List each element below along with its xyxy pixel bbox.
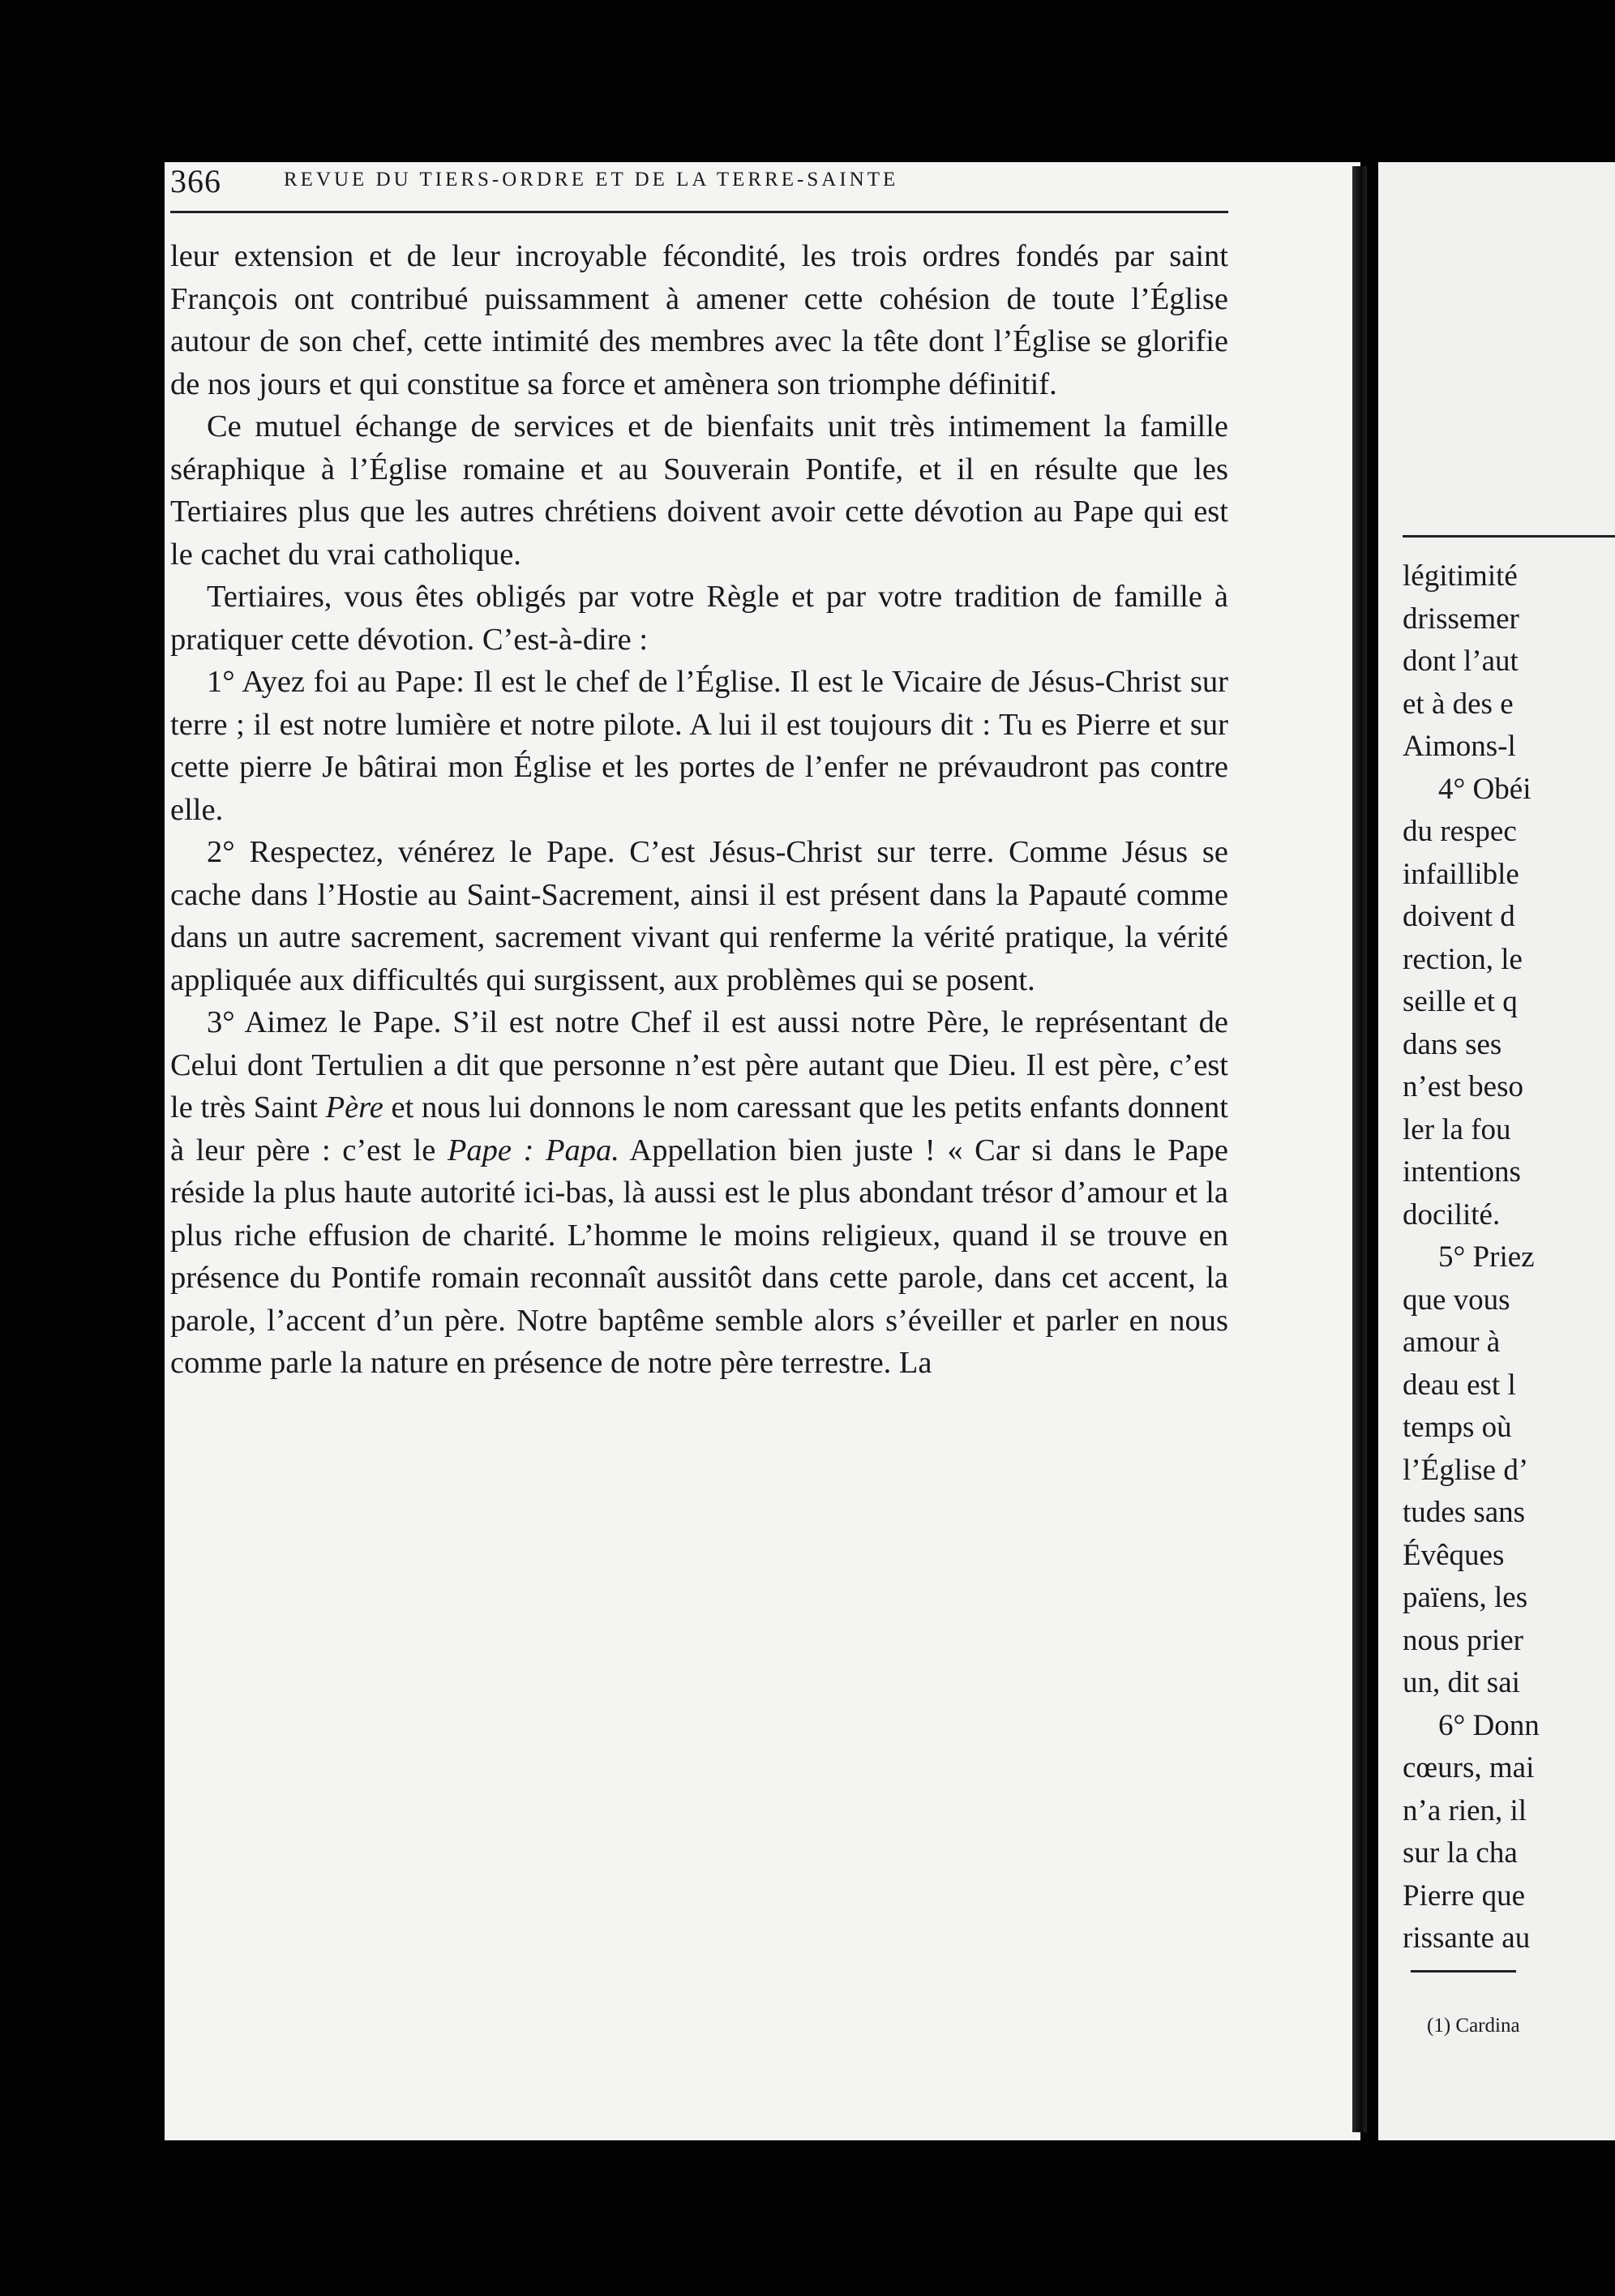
right-page-line: docilité. — [1403, 1197, 1501, 1232]
right-page-line: n’a rien, il — [1403, 1793, 1527, 1827]
right-page-line: 6° Donn — [1438, 1708, 1540, 1742]
paragraph-6-text-b: et nous lui donnons le nom caressant que les petits enfants donnent à leur père : c’est le — [170, 1090, 1228, 1167]
header-rule — [170, 211, 1228, 213]
right-page-line: sur la cha — [1403, 1836, 1518, 1870]
right-page-line: païens, les — [1403, 1581, 1528, 1614]
right-page-line: drissemer — [1403, 602, 1519, 636]
paragraph-6 — [170, 1001, 1228, 1385]
right-page-line: seille et q — [1403, 985, 1518, 1018]
right-page-line: temps où — [1403, 1411, 1512, 1444]
right-page-line: du respec — [1403, 815, 1517, 848]
right-page-line: dans ses — [1403, 1027, 1502, 1061]
paragraph-5: 2° Respectez, vénérez le Pape. C’est Jésus-Christ sur terre. Comme Jésus se cache dans l’Hostie au Saint-Sacrement, ainsi il est présent dans la Papauté comme dans un autre sacrement, sacrement vivant qui renferme la vérité pratique, la vérité appliquée aux difficultés qui surgissent, aux problèmes qui se posent. — [170, 835, 1228, 997]
right-page-line: dont l’aut — [1403, 645, 1519, 678]
right-page-line: deau est l — [1403, 1368, 1516, 1402]
right-page-line: Aimons-l — [1403, 730, 1516, 763]
paragraph-2: Ce mutuel échange de services et de bienfaits unit très intimement la famille séraphique à l’Église romaine et au Souverain Pontife, et il en résulte que les Tertiaires plus que les autres chrétiens doivent avoir cette dévotion au Pape qui est le cachet du vrai catholique. — [170, 409, 1228, 572]
right-page-line: infaillible — [1403, 857, 1519, 891]
right-page-line: un, dit sai — [1403, 1666, 1520, 1699]
right-page — [1378, 162, 1615, 2140]
right-page-line: ler la fou — [1403, 1112, 1511, 1146]
right-page-line: rissante au — [1403, 1921, 1531, 1955]
paragraph-6-text-a: 3° Aimez le Pape. S’il est notre Chef il est aussi notre Père, le représentant de Celui dont Tertulien a dit que personne n’est père autant que Dieu. Il est père, c’est le très Saint — [170, 1005, 1228, 1124]
right-header-rule — [1403, 535, 1615, 538]
right-page-line: tudes sans — [1403, 1496, 1526, 1529]
right-page-line: et à des e — [1403, 687, 1514, 721]
right-page-line: doivent d — [1403, 900, 1515, 933]
footnote-rule — [1411, 1970, 1516, 1973]
right-page-line: cœurs, mai — [1403, 1751, 1535, 1784]
right-page-line: Pierre que — [1403, 1878, 1526, 1913]
running-head — [170, 162, 1228, 199]
right-page-line: amour à — [1403, 1326, 1501, 1359]
body-text — [170, 235, 1228, 1385]
right-page-line: intentions — [1403, 1155, 1521, 1189]
book-gutter — [1352, 166, 1367, 2132]
right-page-line: nous prier — [1403, 1623, 1523, 1657]
right-footnote: (1) Cardina — [1427, 2015, 1520, 2037]
paragraph-6-text-c: Appellation bien juste ! « Car si dans le Pape réside la plus haute autorité ici-bas, là aussi est le plus abondant trésor d’amour et la plus riche effusion de charité. L’homme le moins religieux, quand il se trouve en présence du Pontife romain reconnaît aussitôt dans cette parole, dans cet accent, la parole, l’accent d’un père. Notre baptême semble alors s’éveiller et parler en nous comme parle la nature en présence de notre père terrestre. La — [170, 1133, 1229, 1380]
running-title: REVUE DU TIERS-ORDRE ET DE LA TERRE-SAINTE — [284, 169, 899, 191]
right-page-text — [1403, 555, 1615, 1960]
italic-pape-papa: Pape : Papa. — [447, 1133, 619, 1167]
right-page-line: l’Église d’ — [1403, 1453, 1529, 1487]
right-page-line: 4° Obéi — [1438, 772, 1531, 806]
right-page-line: que vous — [1403, 1283, 1510, 1317]
right-page-line: 5° Priez — [1438, 1240, 1535, 1274]
page-number: 366 — [170, 163, 221, 199]
right-page-line: n’est beso — [1403, 1070, 1523, 1103]
right-page-line: légitimité — [1403, 559, 1518, 593]
paragraph-3: Tertiaires, vous êtes obligés par votre Règle et par votre tradition de famille à pratiquer cette dévotion. C’est-à-dire : — [170, 580, 1228, 657]
italic-pere: Père — [325, 1090, 383, 1124]
paragraph-4: 1° Ayez foi au Pape: Il est le chef de l’Église. Il est le Vicaire de Jésus-Christ sur terre ; il est notre lumière et notre pilote. A lui il est toujours dit : Tu es Pierre et sur cette pierre Je bâtirai mon Église et les portes de l’enfer ne prévaudront pas contre elle. — [170, 665, 1228, 827]
right-page-line: rection, le — [1403, 942, 1523, 976]
paragraph-1: leur extension et de leur incroyable fécondité, les trois ordres fondés par saint François ont contribué puissamment à amener cette cohésion de toute l’Église autour de son chef, cette intimité des membres avec la tête dont l’Église se glorifie de nos jours et qui constitue sa force et amènera son triomphe définitif. — [170, 239, 1228, 401]
right-page-line: Évêques — [1403, 1538, 1505, 1572]
